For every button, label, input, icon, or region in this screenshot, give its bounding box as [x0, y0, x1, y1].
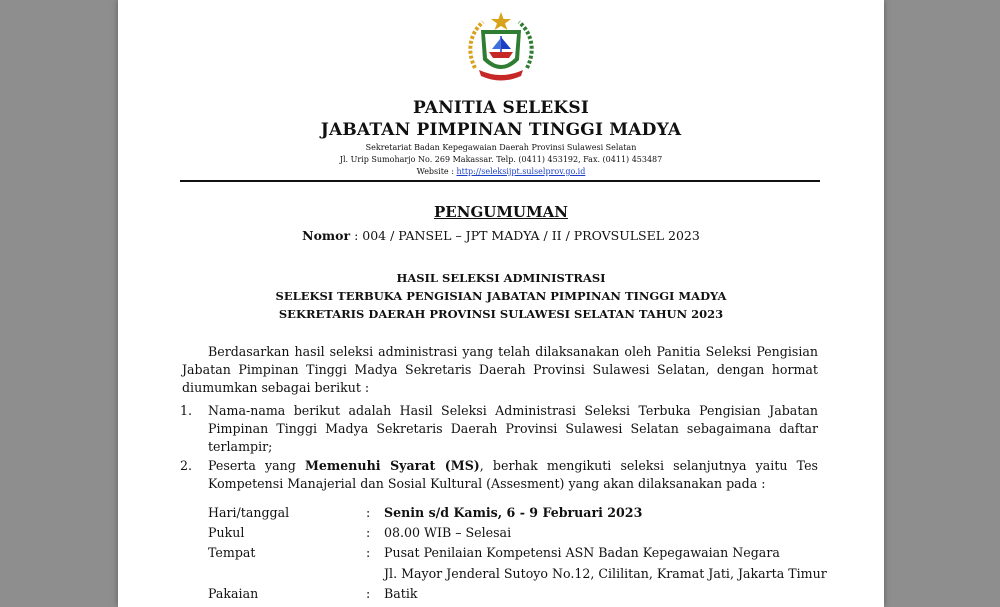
schedule-label: Tempat — [208, 545, 256, 560]
committee-title: PANITIA SELEKSI — [412, 98, 590, 118]
intro-paragraph — [182, 343, 818, 397]
letterhead-divider — [180, 180, 820, 182]
list-item — [180, 402, 818, 456]
committee-subtitle: JABATAN PIMPINAN TINGGI MADYA — [320, 120, 682, 140]
list-text: Nama-nama berikut adalah Hasil Seleksi Administrasi Seleksi Terbuka Pengisian Jabatan Pimpinan Tinggi Madya Sekretaris Daerah Provinsi Sulawesi Selatan sebagaimana daftar terlampir; — [208, 403, 818, 454]
announcement-title: PENGUMUMAN — [434, 203, 568, 221]
website-line — [118, 167, 884, 176]
list-text — [208, 457, 818, 493]
heading-result: HASIL SELEKSI ADMINISTRASI — [396, 271, 606, 285]
list-number: 1. — [180, 403, 193, 418]
list-item — [180, 457, 818, 493]
schedule-colon: : — [366, 525, 371, 540]
list-text-pre: Peserta yang — [208, 458, 305, 473]
heading-selection: SELEKSI TERBUKA PENGISIAN JABATAN PIMPINAN TINGGI MADYA — [275, 289, 727, 303]
south-sulawesi-emblem-icon — [461, 8, 541, 88]
schedule-row-date — [208, 505, 828, 525]
list-text-post: , berhak mengikuti seleksi selanjutnya yaitu Tes Kompetensi Manajerial dan Sosial Kultural (Assesment) yang akan dilaksanakan pada : — [208, 458, 818, 491]
list-number: 2. — [180, 458, 193, 473]
schedule-value: Pusat Penilaian Kompetensi ASN Badan Kepegawaian Negara — [384, 545, 780, 560]
schedule-colon: : — [366, 545, 371, 560]
schedule-value: Jl. Mayor Jenderal Sutoyo No.12, Cililitan, Kramat Jati, Jakarta Timur — [384, 566, 827, 581]
list-text-bold: Memenuhi Syarat (MS) — [304, 458, 480, 473]
document-page — [118, 0, 884, 607]
schedule-row-place — [208, 545, 828, 565]
schedule-label: Pukul — [208, 525, 245, 540]
schedule-value: 08.00 WIB – Selesai — [384, 525, 512, 540]
website-link[interactable]: http://seleksijpt.sulselprov.go.id — [456, 167, 586, 176]
schedule-colon: : — [366, 586, 371, 601]
schedule-row-address — [208, 566, 828, 586]
schedule-colon: : — [366, 505, 371, 520]
website-label: Website : — [416, 167, 457, 176]
schedule-label: Pakaian — [208, 586, 259, 601]
secretariat-line: Sekretariat Badan Kepegawaian Daerah Provinsi Sulawesi Selatan — [365, 143, 637, 152]
heading-position: SEKRETARIS DAERAH PROVINSI SULAWESI SELATAN TAHUN 2023 — [278, 307, 724, 321]
address-line: Jl. Urip Sumoharjo No. 269 Makassar. Telp. (0411) 453192, Fax. (0411) 453487 — [339, 155, 663, 164]
number-label: Nomor — [302, 228, 351, 243]
intro-text: Berdasarkan hasil seleksi administrasi yang telah dilaksanakan oleh Panitia Seleksi Pengisian Jabatan Pimpinan Tinggi Madya Sekretaris Daerah Provinsi Sulawesi Selatan, dengan hormat diumumkan sebagai berikut : — [182, 344, 818, 395]
announcement-number — [118, 228, 884, 243]
schedule-value: Senin s/d Kamis, 6 - 9 Februari 2023 — [384, 505, 643, 520]
schedule-row-attire — [208, 586, 828, 606]
schedule-label: Hari/tanggal — [208, 505, 290, 520]
number-value: : 004 / PANSEL – JPT MADYA / II / PROVSULSEL 2023 — [350, 228, 700, 243]
schedule-value: Batik — [384, 586, 418, 601]
schedule-row-time — [208, 525, 828, 545]
